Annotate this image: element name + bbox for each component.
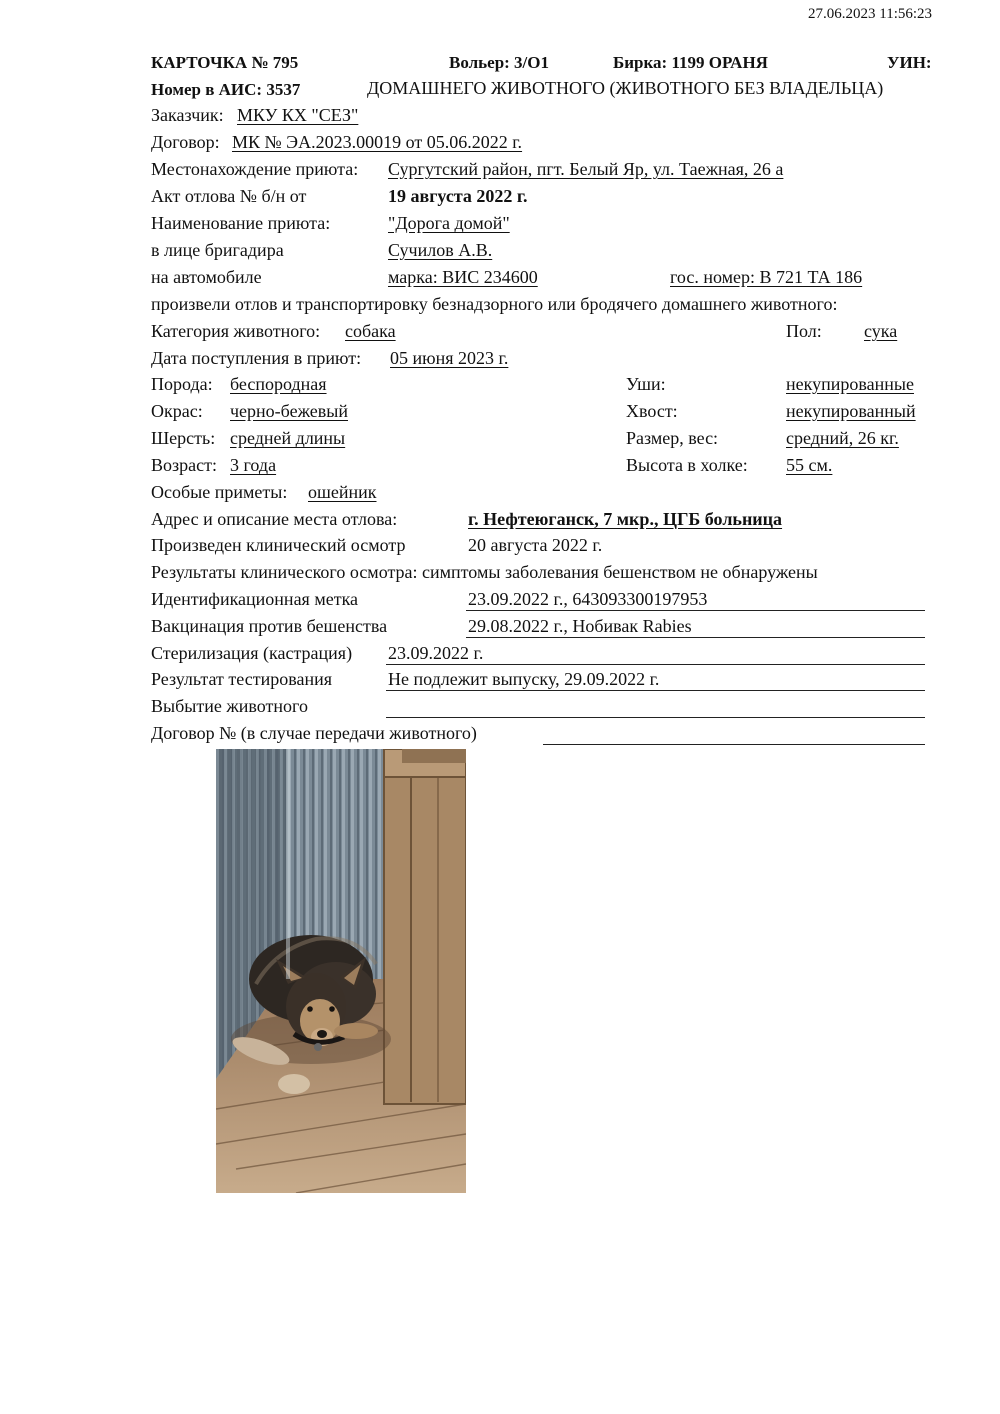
car-brand: марка: ВИС 234600 [388,267,538,287]
address-value: г. Нефтеюганск, 7 мкр., ЦГБ больница [468,509,783,529]
uin-label: УИН: [887,53,932,72]
breed-value: беспородная [230,374,327,394]
test-result-label: Результат тестирования [151,669,332,689]
shelter-label: Наименование приюта: [151,213,331,233]
customer-value: МКУ КХ "СЕЗ" [237,105,359,125]
exam-result: Результаты клинического осмотра: симптомы заболевания бешенством не обнаружены [151,562,818,582]
age-value: 3 года [230,455,277,475]
contract-label: Договор: [151,132,220,152]
sterilization-value: 23.09.2022 г. [388,643,484,663]
height-value: 55 см. [786,455,833,475]
exam-label: Произведен клинический осмотр [151,535,406,555]
marks-value: ошейник [308,482,377,502]
test-result-value: Не подлежит выпуску, 29.09.2022 г. [388,669,660,689]
arrival-value: 05 июня 2023 г. [390,348,509,368]
vaccination-rule [466,637,925,638]
card-number: КАРТОЧКА № 795 [151,53,299,72]
ais-number: Номер в АИС: 3537 [151,80,301,99]
test-result-rule [386,690,925,691]
size-value: средний, 26 кг. [786,428,899,448]
print-timestamp: 27.06.2023 11:56:23 [808,6,933,22]
car-plate: гос. номер: В 721 ТА 186 [670,267,863,287]
marks-label: Особые приметы: [151,482,288,502]
category-label: Категория животного: [151,321,321,341]
enclosure: Вольер: 3/О1 [449,53,549,72]
car-label: на автомобиле [151,267,262,287]
sterilization-label: Стерилизация (кастрация) [151,643,353,663]
tail-value: некупированный [786,401,916,421]
ears-value: некупированные [786,374,914,394]
location-value: Сургутский район, пгт. Белый Яр, ул. Таежная, 26 а [388,159,784,179]
ears-label: Уши: [626,374,666,394]
id-rule [466,610,925,611]
capture-statement: произвели отлов и транспортировку безнадзорного или бродячего домашнего животного: [151,294,838,314]
vaccination-value: 29.08.2022 г., Нобивак Rabies [468,616,692,636]
brigadier-value: Сучилов А.В. [388,240,493,260]
customer-label: Заказчик: [151,105,224,125]
disposal-label: Выбытие животного [151,696,308,716]
height-label: Высота в холке: [626,455,748,475]
sex-label: Пол: [786,321,822,341]
breed-label: Порода: [151,374,213,394]
color-value: черно-бежевый [230,401,348,421]
address-label: Адрес и описание места отлова: [151,509,398,529]
transfer-contract-label: Договор № (в случае передачи животного) [151,723,477,743]
animal-photo [216,749,466,1193]
shelter-value: "Дорога домой" [388,213,510,233]
transfer-contract-rule [543,744,925,745]
id-value: 23.09.2022 г., 643093300197953 [468,589,708,609]
fur-value: средней длины [230,428,346,448]
brigadier-label: в лице бригадира [151,240,284,260]
location-label: Местонахождение приюта: [151,159,359,179]
disposal-rule [386,717,925,718]
size-label: Размер, вес: [626,428,719,448]
age-label: Возраст: [151,455,217,475]
id-label: Идентификационная метка [151,589,359,609]
act-date: 19 августа 2022 г. [388,186,528,206]
contract-value: МК № ЭА.2023.00019 от 05.06.2022 г. [232,132,523,152]
vaccination-label: Вакцинация против бешенства [151,616,388,636]
arrival-label: Дата поступления в приют: [151,348,362,368]
sex-value: сука [864,321,898,341]
tag-number: Бирка: 1199 ОРАНЯ [613,53,768,72]
exam-date: 20 августа 2022 г. [468,535,603,555]
color-label: Окрас: [151,401,203,421]
tail-label: Хвост: [626,401,678,421]
fur-label: Шерсть: [151,428,216,448]
category-value: собака [345,321,396,341]
sterilization-rule [386,664,925,665]
card-title: ДОМАШНЕГО ЖИВОТНОГО (ЖИВОТНОГО БЕЗ ВЛАДЕЛЬЦА) [367,78,884,98]
act-label: Акт отлова № б/н от [151,186,307,206]
